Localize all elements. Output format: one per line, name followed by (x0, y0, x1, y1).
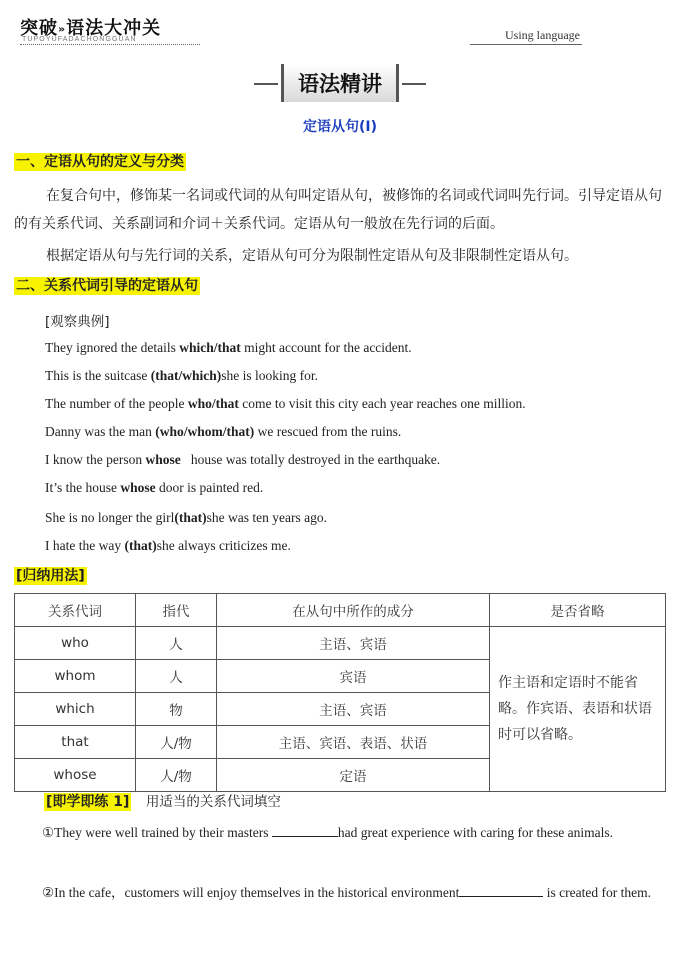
question-2: ②In the cafe，customers will enjoy themselves in the historical environment is created for them. (14, 878, 666, 907)
example-sentence: Danny was the man (who/whom/that) we rescued from the ruins. (45, 424, 402, 439)
double-arrow-icon: » (58, 22, 67, 36)
practice-instruction: 用适当的关系代词填空 (145, 794, 281, 810)
header-right-divider (470, 44, 582, 45)
practice-label: [即学即练 1] (46, 794, 130, 810)
example-sentence: The number of the people who/that come to visit this city each year reaches one million. (45, 396, 526, 411)
table-cell: 人 (136, 660, 217, 693)
section-2-heading-row (14, 272, 666, 300)
example-sentence: They ignored the details which/that might account for the accident. (45, 340, 412, 355)
table-cell: 物 (136, 693, 217, 726)
brand-text: 突破 (20, 18, 58, 39)
example-sentence: I hate the way (that)she always criticizes me. (45, 538, 291, 553)
table-cell: 人/物 (136, 759, 217, 792)
sub-title: 定语从句(Ⅰ) (302, 119, 377, 135)
table-cell: that (15, 726, 136, 759)
table-cell: 主语、宾语 (217, 627, 490, 660)
table-header: 在从句中所作的成分 (217, 594, 490, 627)
example-sentence: This is the suitcase (that/which)she is looking for. (45, 368, 318, 383)
table-cell: whom (15, 660, 136, 693)
table-header: 关系代词 (15, 594, 136, 627)
example-sentence: I know the person whose house was totally destroyed in the earthquake. (45, 452, 441, 467)
section-2-heading: 二、关系代词引导的定语从句 (16, 278, 198, 294)
table-cell: whose (15, 759, 136, 792)
table-header: 是否省略 (490, 594, 666, 627)
observe-label: [观察典例] (45, 314, 110, 330)
answer-blank[interactable] (272, 822, 338, 837)
section-title: 语法精讲 (281, 64, 399, 102)
table-cell: who (15, 627, 136, 660)
table-cell: 人/物 (136, 726, 217, 759)
omission-note: 作主语和定语时不能省略。作宾语、表语和状语时可以省略。 (490, 627, 666, 792)
example-sentence: She is no longer the girl(that)she was ten years ago. (45, 510, 327, 525)
table-cell: 人 (136, 627, 217, 660)
summary-row (14, 562, 666, 590)
question-1: ①They were well trained by their masters had great experience with caring for these animals. (14, 818, 666, 847)
example-sentence: It’s the house whose door is painted red. (45, 480, 264, 495)
table-cell: which (15, 693, 136, 726)
table-cell: 主语、宾语 (217, 693, 490, 726)
header-pinyin: TUPOYUFADACHONGGUAN (22, 36, 137, 43)
relative-pronoun-table (14, 593, 666, 792)
section-1 (14, 148, 666, 270)
summary-label: [归纳用法] (16, 568, 85, 584)
section-1-paragraph-2: 根据定语从句与先行词的关系，定语从句可分为限制性定语从句及非限制性定语从句。 (46, 248, 578, 264)
brand-text-2: 语法大冲关 (66, 18, 162, 39)
table-cell: 宾语 (217, 660, 490, 693)
table-cell: 主语、宾语、表语、状语 (217, 726, 490, 759)
table-header-row (15, 594, 666, 627)
table-row (15, 627, 666, 660)
table-cell: 定语 (217, 759, 490, 792)
section-title-wrap (0, 64, 680, 102)
table-header: 指代 (136, 594, 217, 627)
header-divider (20, 44, 200, 45)
answer-blank[interactable] (459, 882, 543, 897)
section-1-heading: 一、定语从句的定义与分类 (16, 154, 184, 170)
section-1-paragraph-1: 在复合句中，修饰某一名词或代词的从句叫定语从句，被修饰的名词或代词叫先行词。引导定语从句的有关系代词、关系副词和介词＋关系代词。定语从句一般放在先行词的后面。 (14, 188, 662, 232)
header-right-label: Using language (505, 28, 580, 42)
practice-header (14, 788, 666, 816)
